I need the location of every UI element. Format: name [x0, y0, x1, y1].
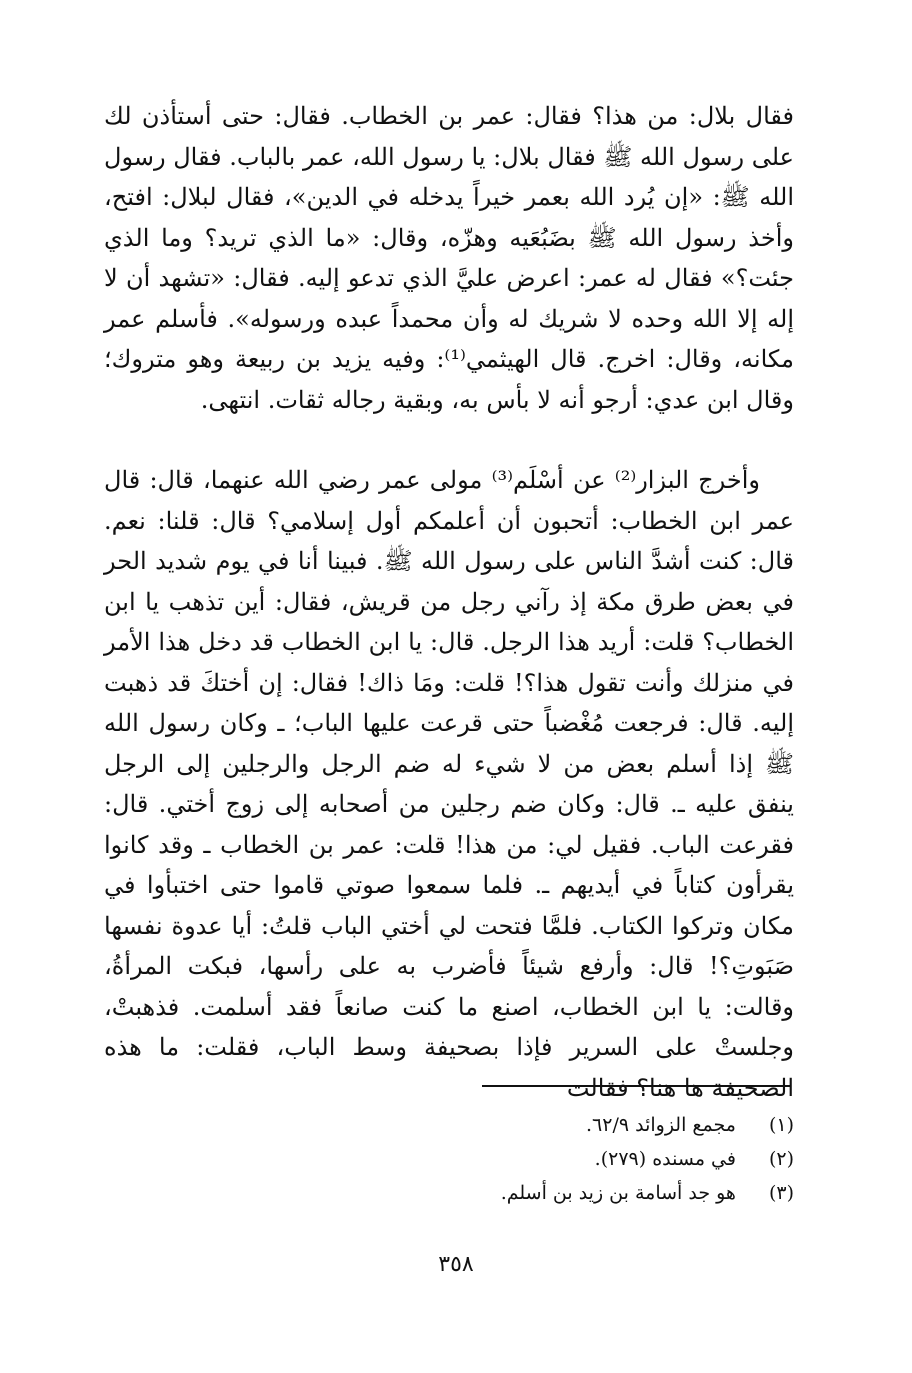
footnote-2-text: في مسنده (٢٧٩). [594, 1148, 736, 1170]
footnote-3-text: هو جد أسامة بن زيد بن أسلم. [500, 1182, 736, 1204]
footnote-2 [394, 1142, 794, 1176]
footnote-1 [394, 1108, 794, 1142]
footnotes [394, 1108, 794, 1210]
paragraph-1: فقال بلال: من هذا؟ فقال: عمر بن الخطاب. فقال: حتى أستأذن لك على رسول الله ﷺ فقال بلال: يا رسول الله، عمر بالباب. فقال رسول الله ﷺ: «إن يُرد الله بعمر خيراً يدخله في الدين»، فقال لبلال: افتح، وأخذ رسول الله ﷺ بضَبُعَيه وهزّه، وقال: «ما الذي تريد؟ وما الذي جئت؟» فقال له عمر: اعرض عليَّ الذي تدعو إليه. فقال: «تشهد أن لا إله إلا الله وحده لا شريك له وأن محمداً عبده ورسوله». فأسلم عمر مكانه، وقال: اخرج. قال الهيثمي⁽¹⁾: وفيه يزيد بن ربيعة وهو متروك؛ وقال ابن عدي: أرجو أنه لا بأس به، وبقية رجاله ثقات. انتهى. [104, 102, 794, 414]
footnote-3 [394, 1176, 794, 1210]
footnote-2-number: (٢) [768, 1148, 794, 1170]
page-number: ٣٥٨ [438, 1252, 474, 1277]
footnote-3-number: (٣) [768, 1182, 794, 1204]
paragraph-2: وأخرج البزار⁽²⁾ عن أسْلَم⁽³⁾ مولى عمر رضي الله عنهما، قال: قال عمر ابن الخطاب: أتحبون أن أعلمكم أول إسلامي؟ قال: قلنا: نعم. قال: كنت أشدَّ الناس على رسول الله ﷺ. فبينا أنا في يوم شديد الحر في بعض طرق مكة إذ رآني رجل من قريش، فقال: أين تذهب يا ابن الخطاب؟ قلت: أريد هذا الرجل. قال: يا ابن الخطاب قد دخل هذا الأمر في منزلك وأنت تقول هذا؟! قلت: ومَا ذاك! فقال: إن أختكَ قد ذهبت إليه. قال: فرجعت مُغْضباً حتى قرعت عليها الباب؛ ـ وكان رسول الله ﷺ إذا أسلم بعض من لا شيء له ضم الرجل والرجلين إلى الرجل ينفق عليه ـ. قال: وكان ضم رجلين من أصحابه إلى زوج أختي. قال: فقرعت الباب. فقيل لي: من هذا! قلت: عمر بن الخطاب ـ وقد كانوا يقرأون كتاباً في أيديهم ـ. فلما سمعوا صوتي قاموا حتى اختبأوا في مكان وتركوا الكتاب. فلمَّا فتحت لي أختي الباب قلتُ: أيا عدوة نفسها صَبَوتِ؟! قال: وأرفع شيئاً فأضرب به على رأسها، فبكت المرأةُ، وقالت: يا ابن الخطاب، اصنع ما كنت صانعاً فقد أسلمت. فذهبتْ، وجلستْ على السرير فإذا بصحيفة وسط الباب، فقلت: ما هذه الصحيفة ها هنا؟ فقالت [104, 466, 795, 1102]
footnote-separator [482, 1085, 790, 1087]
footnote-1-text: مجمع الزوائد ٦٢/٩. [585, 1114, 736, 1136]
footnote-1-number: (١) [768, 1114, 794, 1136]
